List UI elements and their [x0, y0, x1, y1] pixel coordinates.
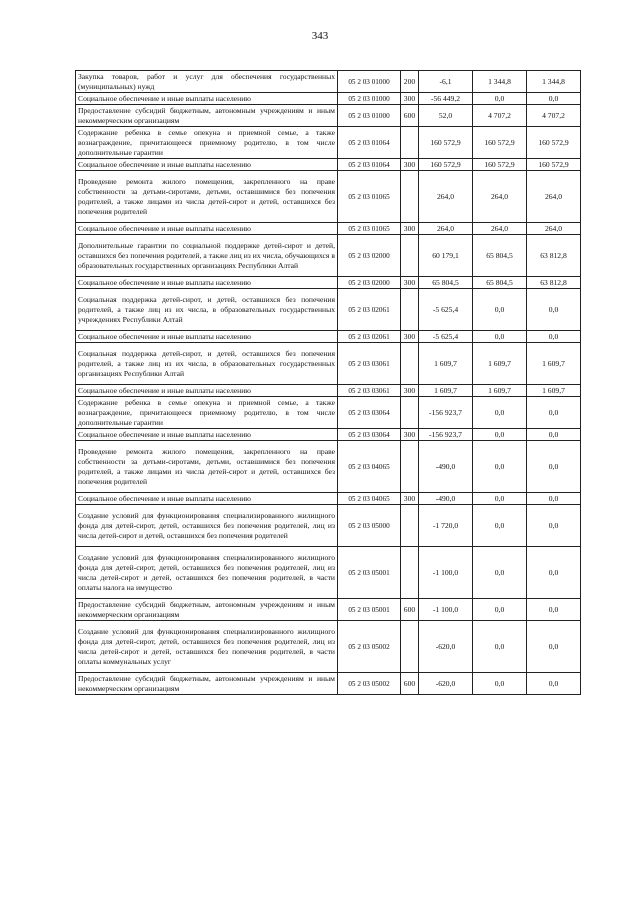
- row-target-code: 05 2 03 01065: [338, 223, 401, 235]
- row-amount-1: -620,0: [419, 673, 473, 695]
- row-description: Социальная поддержка детей-сирот, и детей, оставшихся без попечения родителей, а также лиц из их числа, в образовательных государственных организациях Республики Алтай: [76, 343, 338, 385]
- row-amount-3: 0,0: [527, 673, 581, 695]
- row-amount-1: 1 609,7: [419, 385, 473, 397]
- table-row: [76, 171, 581, 223]
- table-row: [76, 71, 581, 93]
- row-description: Предоставление субсидий бюджетным, автономным учреждениям и иным некоммерческим организациям: [76, 673, 338, 695]
- table-row: [76, 159, 581, 171]
- row-target-code: 05 2 03 02061: [338, 289, 401, 331]
- row-amount-2: 0,0: [473, 493, 527, 505]
- budget-table: [75, 70, 581, 695]
- row-amount-2: 65 804,5: [473, 277, 527, 289]
- row-expense-type: [401, 441, 419, 493]
- row-amount-1: -490,0: [419, 493, 473, 505]
- row-description: Предоставление субсидий бюджетным, автономным учреждениям и иным некоммерческим организациям: [76, 105, 338, 127]
- row-amount-1: -1 100,0: [419, 599, 473, 621]
- row-expense-type: 300: [401, 277, 419, 289]
- row-target-code: 05 2 03 01065: [338, 171, 401, 223]
- row-description: Создание условий для функционирования специализированного жилищного фонда для детей-сирот, детей, оставшихся без попечения родителей, лиц из числа детей-сирот и детей, оставшихся без попечения родителей, в части оплаты налога на имущество: [76, 547, 338, 599]
- row-amount-1: -156 923,7: [419, 429, 473, 441]
- table-row: [76, 621, 581, 673]
- row-target-code: 05 2 03 01000: [338, 71, 401, 93]
- row-expense-type: [401, 397, 419, 429]
- row-target-code: 05 2 03 05001: [338, 547, 401, 599]
- row-amount-1: -5 625,4: [419, 289, 473, 331]
- row-expense-type: 300: [401, 223, 419, 235]
- row-amount-1: 65 804,5: [419, 277, 473, 289]
- row-amount-2: 160 572,9: [473, 159, 527, 171]
- row-description: Социальная поддержка детей-сирот, и детей, оставшихся без попечения родителей, а также лиц из их числа, в образовательных государственных учреждениях Республики Алтай: [76, 289, 338, 331]
- page-number: 343: [311, 30, 329, 42]
- row-target-code: 05 2 03 01064: [338, 127, 401, 159]
- row-target-code: 05 2 03 03061: [338, 385, 401, 397]
- row-description: Создание условий для функционирования специализированного жилищного фонда для детей-сирот, детей, оставшихся без попечения родителей, лиц из числа детей-сирот и детей, оставшихся без попечения родителей: [76, 505, 338, 547]
- table-row: [76, 105, 581, 127]
- row-amount-3: 63 812,8: [527, 235, 581, 277]
- row-description: Проведение ремонта жилого помещения, закрепленного на праве собственности за детьми-сиротами, детьми, оставшимися без попечения родителей, а также лицами из числа детей-сирот и детей, оставшихся без попечения родителей: [76, 441, 338, 493]
- row-amount-1: -156 923,7: [419, 397, 473, 429]
- row-expense-type: [401, 547, 419, 599]
- row-target-code: 05 2 03 01000: [338, 105, 401, 127]
- row-expense-type: 300: [401, 331, 419, 343]
- row-amount-3: 0,0: [527, 599, 581, 621]
- row-amount-2: 4 707,2: [473, 105, 527, 127]
- row-amount-2: 0,0: [473, 621, 527, 673]
- table-row: [76, 673, 581, 695]
- row-amount-1: -1 720,0: [419, 505, 473, 547]
- row-description: Социальное обеспечение и иные выплаты населению: [76, 429, 338, 441]
- row-amount-1: 1 609,7: [419, 343, 473, 385]
- row-amount-3: 160 572,9: [527, 159, 581, 171]
- row-amount-1: 60 179,1: [419, 235, 473, 277]
- row-amount-3: 0,0: [527, 289, 581, 331]
- row-amount-2: 0,0: [473, 441, 527, 493]
- row-amount-1: -56 449,2: [419, 93, 473, 105]
- row-amount-3: 4 707,2: [527, 105, 581, 127]
- row-expense-type: 600: [401, 105, 419, 127]
- row-target-code: 05 2 03 01000: [338, 93, 401, 105]
- row-amount-2: 1 609,7: [473, 385, 527, 397]
- row-amount-1: 264,0: [419, 171, 473, 223]
- row-description: Содержание ребенка в семье опекуна и приемной семье, а также вознаграждение, причитающееся приемному родителю, в том числе дополнительные гарантии: [76, 127, 338, 159]
- row-amount-3: 63 812,8: [527, 277, 581, 289]
- row-expense-type: 300: [401, 93, 419, 105]
- row-description: Социальное обеспечение и иные выплаты населению: [76, 385, 338, 397]
- row-amount-3: 0,0: [527, 397, 581, 429]
- row-expense-type: [401, 621, 419, 673]
- row-amount-2: 0,0: [473, 429, 527, 441]
- row-description: Проведение ремонта жилого помещения, закрепленного на праве собственности за детьми-сиротами, детьми, оставшимися без попечения родителей, а также лицами из числа детей-сирот и детей, оставшихся без попечения родителей: [76, 171, 338, 223]
- row-amount-1: 52,0: [419, 105, 473, 127]
- row-amount-2: 1 609,7: [473, 343, 527, 385]
- row-expense-type: 200: [401, 71, 419, 93]
- row-expense-type: [401, 289, 419, 331]
- table-row: [76, 343, 581, 385]
- budget-table-body: [76, 71, 581, 695]
- row-amount-3: 1 609,7: [527, 385, 581, 397]
- row-amount-3: 0,0: [527, 621, 581, 673]
- row-target-code: 05 2 03 04065: [338, 493, 401, 505]
- row-expense-type: 300: [401, 385, 419, 397]
- row-target-code: 05 2 03 02000: [338, 235, 401, 277]
- table-row: [76, 493, 581, 505]
- row-amount-2: 0,0: [473, 397, 527, 429]
- row-amount-2: 0,0: [473, 289, 527, 331]
- row-amount-1: -1 100,0: [419, 547, 473, 599]
- row-target-code: 05 2 03 03064: [338, 429, 401, 441]
- row-description: Социальное обеспечение и иные выплаты населению: [76, 493, 338, 505]
- table-row: [76, 331, 581, 343]
- row-amount-3: 264,0: [527, 223, 581, 235]
- row-amount-3: 160 572,9: [527, 127, 581, 159]
- table-row: [76, 385, 581, 397]
- row-amount-2: 0,0: [473, 331, 527, 343]
- row-amount-1: -490,0: [419, 441, 473, 493]
- row-amount-3: 1 609,7: [527, 343, 581, 385]
- row-target-code: 05 2 03 04065: [338, 441, 401, 493]
- row-amount-3: 0,0: [527, 331, 581, 343]
- row-expense-type: [401, 127, 419, 159]
- table-row: [76, 127, 581, 159]
- row-amount-2: 1 344,8: [473, 71, 527, 93]
- row-amount-2: 0,0: [473, 93, 527, 105]
- row-description: Создание условий для функционирования специализированного жилищного фонда для детей-сирот, детей, оставшихся без попечения родителей, лиц из числа детей-сирот и детей, оставшихся без попечения родителей, в части оплаты коммунальных услуг: [76, 621, 338, 673]
- table-row: [76, 397, 581, 429]
- row-description: Социальное обеспечение и иные выплаты населению: [76, 331, 338, 343]
- table-row: [76, 547, 581, 599]
- row-amount-2: 0,0: [473, 505, 527, 547]
- table-row: [76, 441, 581, 493]
- row-target-code: 05 2 03 05000: [338, 505, 401, 547]
- row-description: Закупка товаров, работ и услуг для обеспечения государственных (муниципальных) нужд: [76, 71, 338, 93]
- row-amount-1: 264,0: [419, 223, 473, 235]
- row-amount-1: -5 625,4: [419, 331, 473, 343]
- row-amount-2: 65 804,5: [473, 235, 527, 277]
- row-amount-3: 0,0: [527, 505, 581, 547]
- table-row: [76, 599, 581, 621]
- table-row: [76, 93, 581, 105]
- row-description: Предоставление субсидий бюджетным, автономным учреждениям и иным некоммерческим организациям: [76, 599, 338, 621]
- row-description: Содержание ребенка в семье опекуна и приемной семье, а также вознаграждение, причитающееся приемному родителю, в том числе дополнительные гарантии: [76, 397, 338, 429]
- row-target-code: 05 2 03 03061: [338, 343, 401, 385]
- row-expense-type: [401, 505, 419, 547]
- row-description: Социальное обеспечение и иные выплаты населению: [76, 223, 338, 235]
- row-expense-type: 300: [401, 493, 419, 505]
- row-amount-3: 0,0: [527, 429, 581, 441]
- row-expense-type: [401, 171, 419, 223]
- table-row: [76, 429, 581, 441]
- row-description: Социальное обеспечение и иные выплаты населению: [76, 159, 338, 171]
- row-expense-type: [401, 343, 419, 385]
- row-amount-2: 264,0: [473, 223, 527, 235]
- row-amount-3: 264,0: [527, 171, 581, 223]
- row-amount-3: 1 344,8: [527, 71, 581, 93]
- row-expense-type: 300: [401, 159, 419, 171]
- table-row: [76, 505, 581, 547]
- row-expense-type: 600: [401, 673, 419, 695]
- row-amount-1: -6,1: [419, 71, 473, 93]
- row-description: Социальное обеспечение и иные выплаты населению: [76, 277, 338, 289]
- row-amount-3: 0,0: [527, 493, 581, 505]
- row-expense-type: [401, 235, 419, 277]
- table-row: [76, 223, 581, 235]
- row-amount-2: 0,0: [473, 599, 527, 621]
- row-expense-type: 600: [401, 599, 419, 621]
- row-target-code: 05 2 03 01064: [338, 159, 401, 171]
- row-target-code: 05 2 03 02000: [338, 277, 401, 289]
- row-amount-1: 160 572,9: [419, 159, 473, 171]
- table-row: [76, 235, 581, 277]
- row-description: Дополнительные гарантии по социальной поддержке детей-сирот и детей, оставшихся без попечения родителей, а также лиц из их числа, обучающихся в образовательных государственных организациях Республики Алтай: [76, 235, 338, 277]
- table-row: [76, 289, 581, 331]
- row-target-code: 05 2 03 02061: [338, 331, 401, 343]
- row-amount-3: 0,0: [527, 547, 581, 599]
- row-amount-3: 0,0: [527, 93, 581, 105]
- row-amount-1: -620,0: [419, 621, 473, 673]
- table-row: [76, 277, 581, 289]
- row-amount-3: 0,0: [527, 441, 581, 493]
- row-amount-1: 160 572,9: [419, 127, 473, 159]
- row-target-code: 05 2 03 03064: [338, 397, 401, 429]
- row-target-code: 05 2 03 05001: [338, 599, 401, 621]
- row-amount-2: 0,0: [473, 547, 527, 599]
- row-amount-2: 160 572,9: [473, 127, 527, 159]
- row-amount-2: 264,0: [473, 171, 527, 223]
- row-expense-type: 300: [401, 429, 419, 441]
- row-target-code: 05 2 03 05002: [338, 673, 401, 695]
- row-description: Социальное обеспечение и иные выплаты населению: [76, 93, 338, 105]
- row-target-code: 05 2 03 05002: [338, 621, 401, 673]
- row-amount-2: 0,0: [473, 673, 527, 695]
